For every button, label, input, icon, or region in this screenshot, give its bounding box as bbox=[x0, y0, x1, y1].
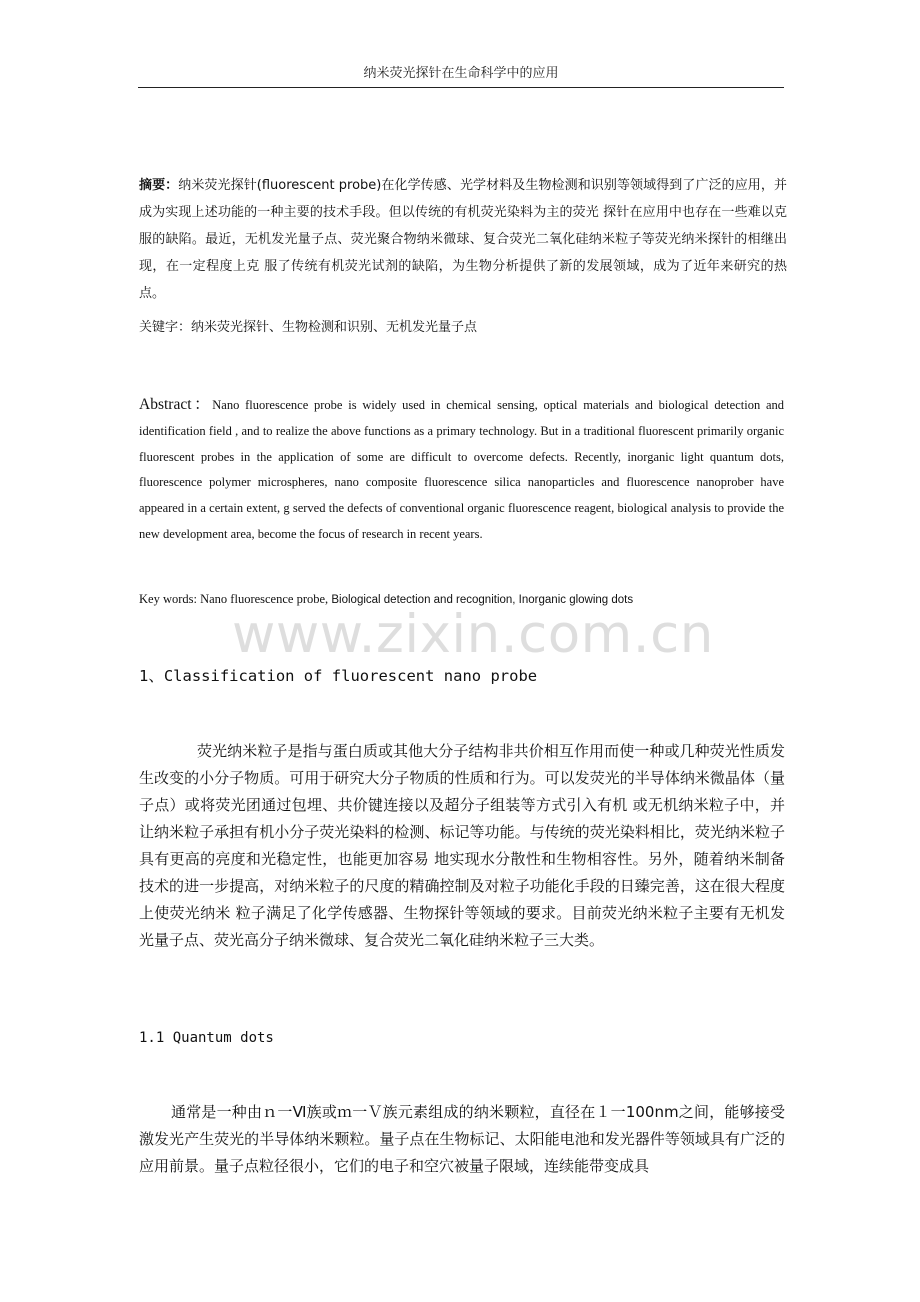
section-1-1-heading: 1.1 Quantum dots bbox=[139, 1030, 274, 1046]
running-header: 纳米荧光探针在生命科学中的应用 bbox=[363, 66, 559, 81]
chinese-abstract bbox=[139, 172, 787, 307]
watermark: www.zixin.com.cn bbox=[232, 604, 714, 665]
chinese-keywords: 关键字：纳米荧光探针、生物检测和识别、无机发光量子点 bbox=[139, 320, 478, 335]
section-1-1-paragraph: 通常是一种由ｎ一Ⅵ族或ｍ一Ｖ族元素组成的纳米颗粒，直径在１一100nm之间，能够接受激发光产生荧光的半导体纳米颗粒。量子点在生物标记、太阳能电池和发光器件等领域具有广泛的应用前景。量子点粒径很小，它们的电子和空穴被量子限域，连续能带变成具 bbox=[139, 1103, 785, 1175]
chinese-abstract-label: 摘要： bbox=[139, 178, 179, 193]
english-abstract bbox=[139, 392, 784, 548]
header-divider bbox=[138, 87, 784, 88]
english-abstract-label: Abstract： bbox=[139, 396, 213, 413]
english-keywords-label: Key words: Nano fluorescence probe, bbox=[139, 592, 329, 606]
section-1-heading: 1、Classification of fluorescent nano probe bbox=[139, 667, 538, 685]
section-1-paragraph: 荧光纳米粒子是指与蛋白质或其他大分子结构非共价相互作用而使一种或几种荧光性质发生改变的小分子物质。可用于研究大分子物质的性质和行为。可以发荧光的半导体纳米微晶体（量子点）或将荧光团通过包埋、共价键连接以及超分子组装等方式引入有机 或无机纳米粒子中，并让纳米粒子承担有机小分子荧光染料的检测、标记等功能。与传统的荧光染料相比，荧光纳米粒子具有更高的亮度和光稳定性，也能更加容易 地实现水分散性和生物相容性。另外，随着纳米制备技术的进一步提高，对纳米粒子的尺度的精确控制及对粒子功能化手段的日臻完善，这在很大程度上使荧光纳米 粒子满足了化学传感器、生物探针等领域的要求。目前荧光纳米粒子主要有无机发光量子点、荧光高分子纳米微球、复合荧光二氧化硅纳米粒子三大类。 bbox=[139, 742, 785, 949]
english-keywords-rest: Biological detection and recognition, Inorganic glowing dots bbox=[328, 594, 634, 606]
chinese-abstract-text: 纳米荧光探针(fluorescent probe)在化学传感、光学材料及生物检测和识别等领域得到了广泛的应用，并成为实现上述功能的一种主要的技术手段。但以传统的有机荧光染料为主的荧光 探针在应用中也存在一些难以克服的缺陷。最近，无机发光量子点、荧光聚合物纳米微球、复合荧光二氧化硅纳米粒子等荧光纳米探针的相继出现，在一定程度上克 服了传统有机荧光试剂的缺陷，为生物分析提供了新的发展领域，成为了近年来研究的热点。 bbox=[139, 178, 787, 301]
english-abstract-text: Nano fluorescence probe is widely used in chemical sensing, optical materials and biological detection and identification field , and to realize the above functions as a primary technology. But in a traditional fluorescent primarily organic fluorescent probes in the application of some are difficult to overcome defects. Recently, inorganic light quantum dots, fluorescence polymer microspheres, nano composite fluorescence silica nanoparticles and fluorescence nanoprober have appeared in a certain extent, g served the defects of conventional organic fluorescence reagent, biological analysis to provide the new development area, become the focus of research in recent years. bbox=[139, 398, 784, 541]
